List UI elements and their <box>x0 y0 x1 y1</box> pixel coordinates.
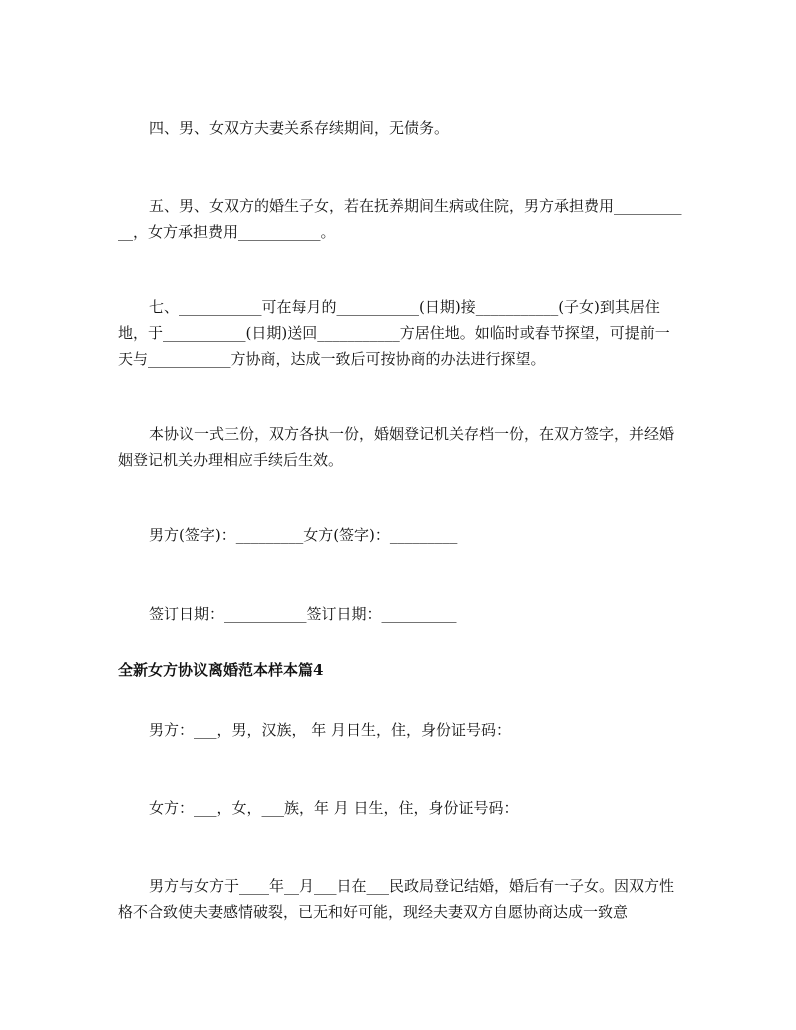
copies-clause: 本协议一式三份，双方各执一份，婚姻登记机关存档一份，在双方签字，并经婚姻登记机关办理相应手续后生效。 <box>118 425 675 469</box>
man-info: 男方：___，男，汉族， 年 月日生，住，身份证号码： <box>149 721 512 739</box>
section-heading: 全新女方协议离婚范本样本篇4 <box>118 661 324 679</box>
marriage-statement: 男方与女方于____年__月___日在___民政局登记结婚，婚后有一子女。因双方性格不合致使夫妻感情破裂，已无和好可能，现经夫妻双方自愿协商达成一致意 <box>118 877 675 921</box>
woman-info: 女方：___，女，___族，年 月 日生，住，身份证号码： <box>149 799 519 817</box>
clause-four: 四、男、女双方夫妻关系存续期间，无债务。 <box>149 119 450 137</box>
clause-five: 五、男、女双方的婚生子女，若在抚养期间生病或住院，男方承担费用___________，女方承担费用___________。 <box>118 197 682 241</box>
clause-seven: 七、___________可在每月的___________(日期)接___________(子女)到其居住地，于___________(日期)送回___________方居住地。如临时或春节探望，可提前一天与___________方协商，达成一致后可按协商的办法进行探望。 <box>118 298 670 368</box>
signing-date-line: 签订日期：___________签订日期：__________ <box>149 605 457 623</box>
signature-line: 男方(签字)：_________女方(签字)：_________ <box>149 526 458 544</box>
